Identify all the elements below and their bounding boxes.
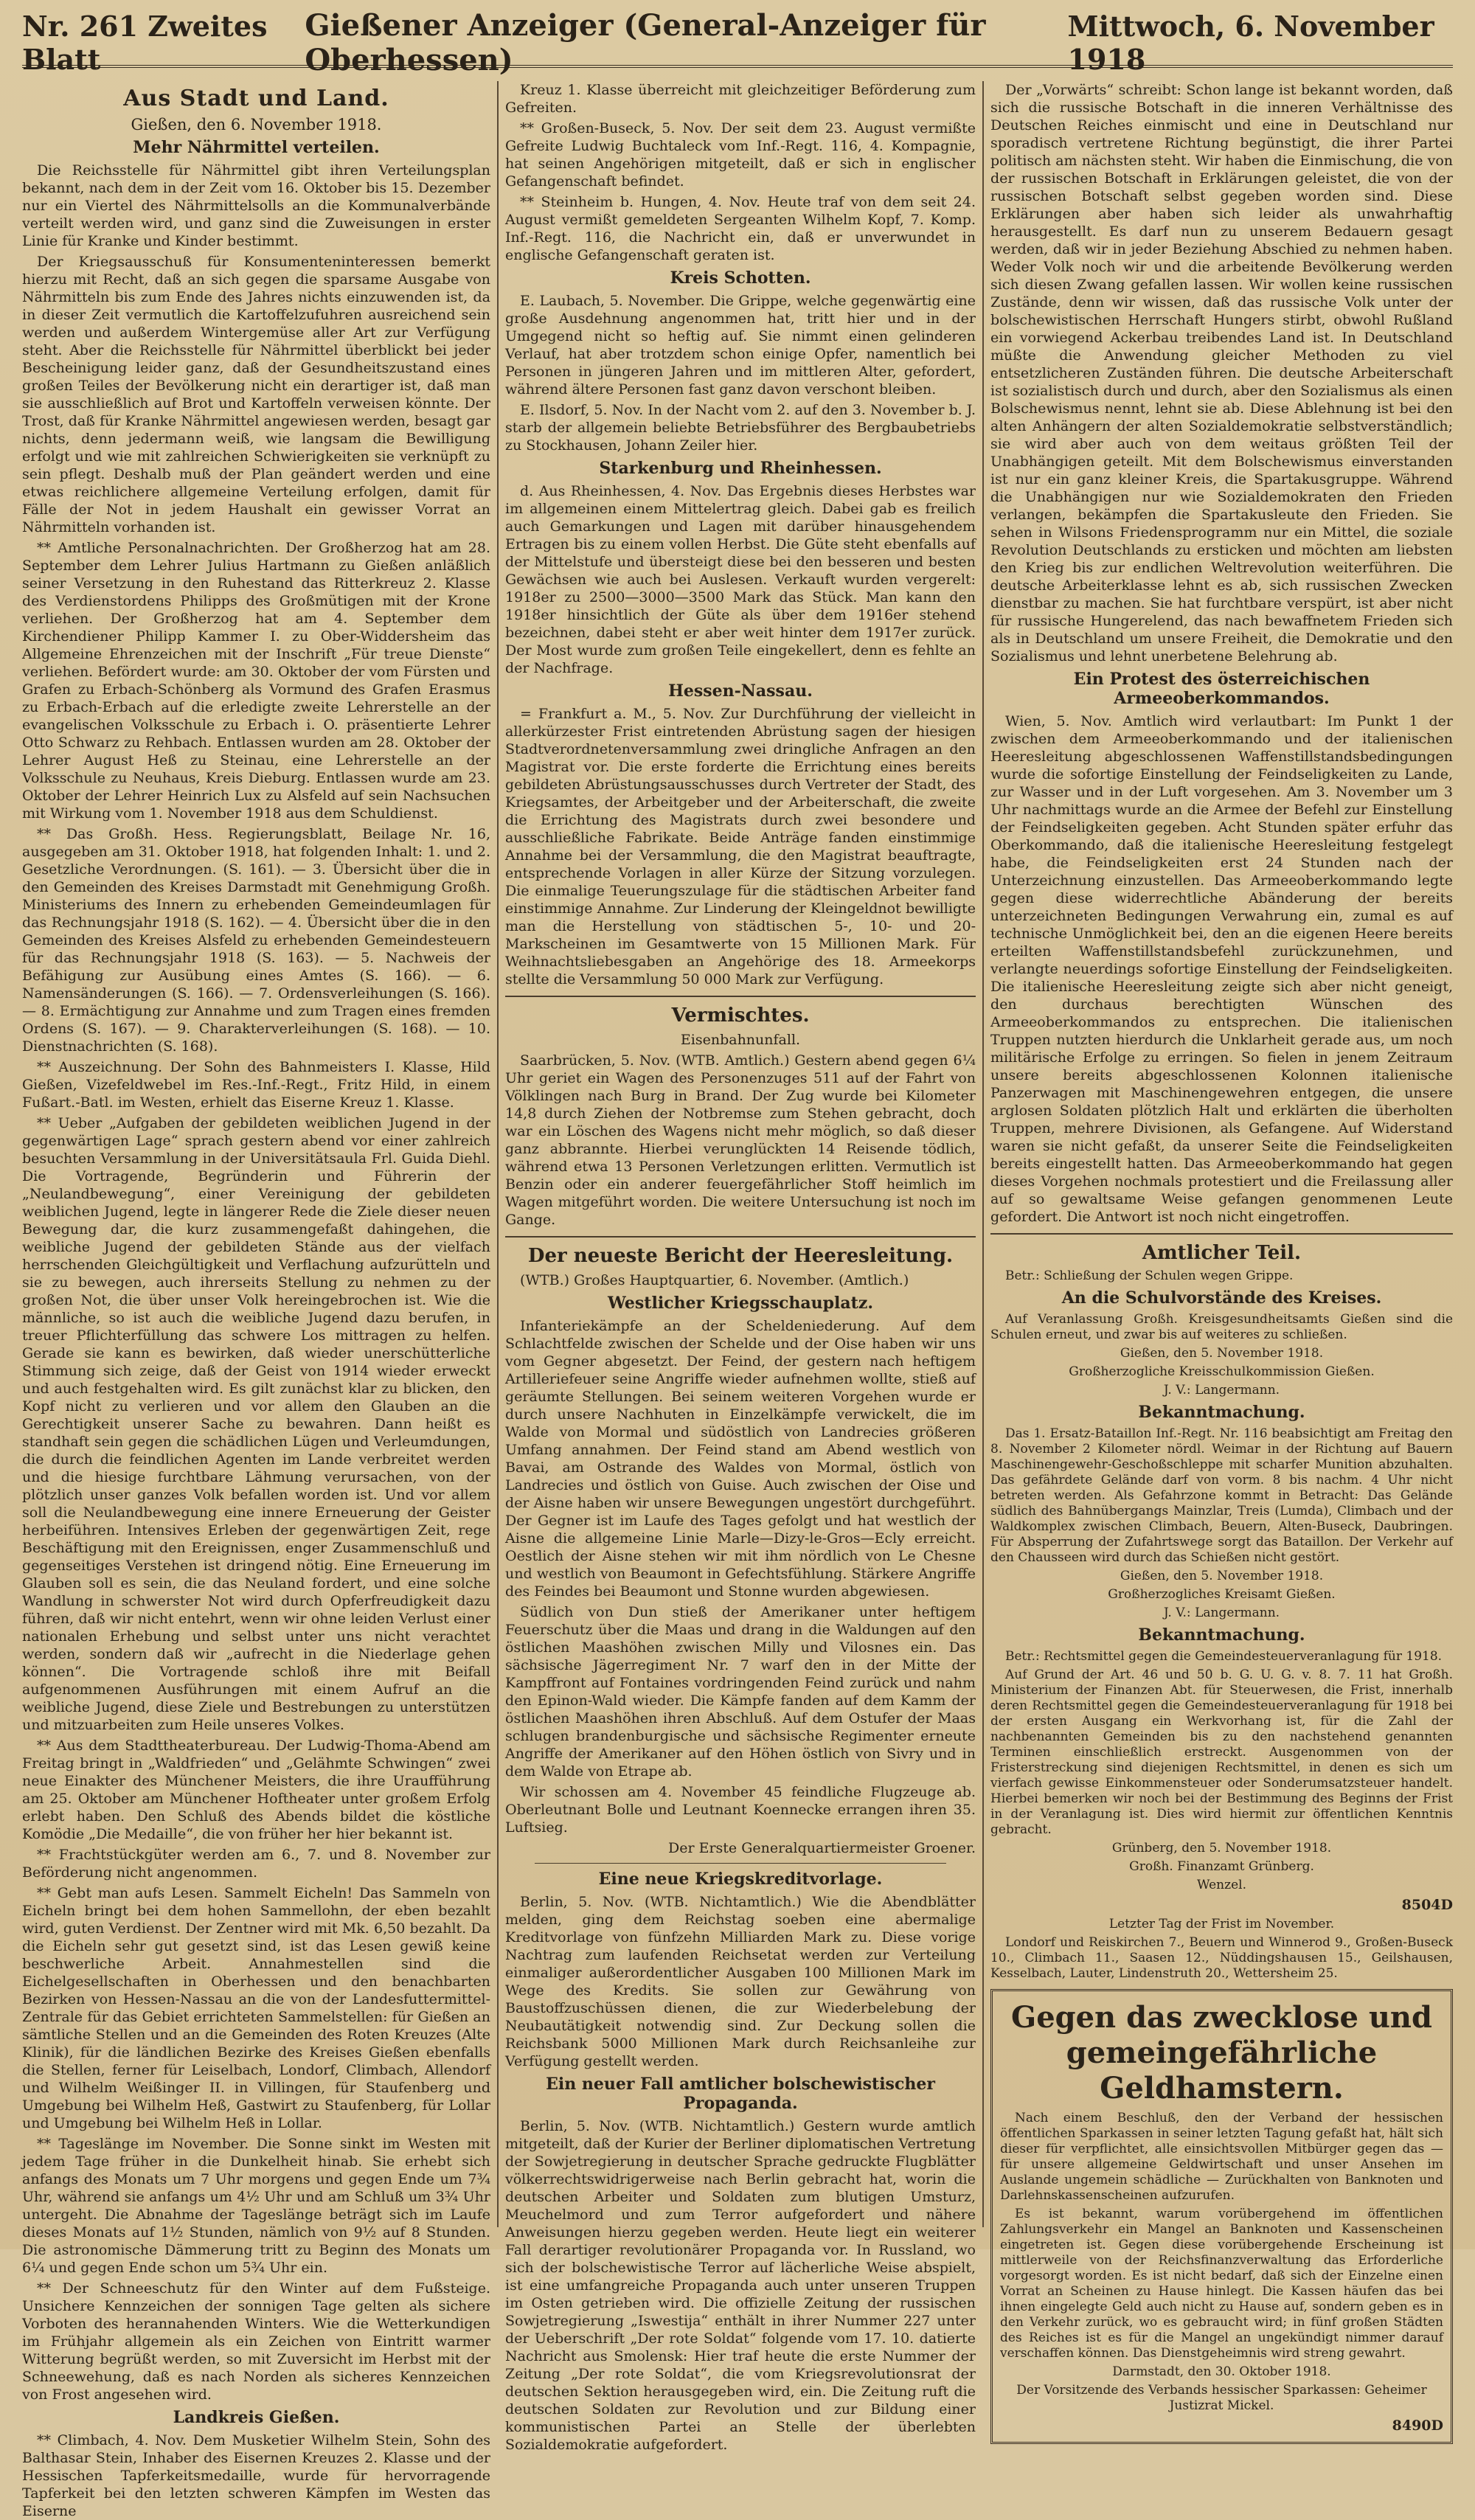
article-paragraph: ** Das Großh. Hess. Regierungsblatt, Beilage Nr. 16, ausgegeben am 31. Oktober 1918, hat folgenden Inhalt: 1. und 2. Gesetzliche Verordnungen. (S. 161). — 3. Übersicht über die in den Gemeinden des Kreises Darmstadt mit Genehmigung Großh. Ministeriums des Innern zu erhebenden Gemeindeumlagen für das Rechnungsjahr 1918 (S. 162). — 4. Übersicht über die in den Gemeinden des Kreises Alsfeld zu erhebenden Gemeindesteuern für das Rechnungsjahr 1918 (S. 163). — 5. Nachweis der Befähigung zur Ausübung eines Amtes (S. 166). — 6. Namensänderungen (S. 166). — 7. Ordensverleihungen (S. 166). — 8. Ermächtigung zur Annahme und zum Tragen eines fremden Ordens (S. 167). — 9. Charakterverleihungen (S. 168). — 10. Dienstnachrichten (S. 168).	[22, 826, 490, 1055]
ad-code: 8490D	[1392, 2417, 1443, 2434]
notice-date: Gießen, den 5. November 1918.	[1120, 1569, 1324, 1583]
article-paragraph: ** Aus dem Stadttheaterbureau. Der Ludwig-Thoma-Abend am Freitag bringt in „Waldfrieden“ und „Gelähmte Schwingen“ zwei neue Einakter des Münchener Meisters, die ihre Uraufführung am 25. Oktober am Münchener Hoftheater unter großem Erfolg erlebt haben. Den Schluß des Abends bildet die köstliche Komödie „Die Medaille“, die von früher her hier bekannt ist.	[22, 1738, 490, 1842]
notice-date: Grünberg, den 5. November 1918.	[1111, 1841, 1332, 1856]
article-subheading: Eisenbahnunfall.	[680, 1032, 801, 1048]
column-1	[22, 81, 490, 2519]
divider	[505, 996, 976, 997]
article-heading: An die Schulvorstände des Kreises.	[1061, 1288, 1382, 1308]
notice-paragraph: Auf Grund der Art. 46 und 50 b. G. U. G. v. 8. 7. 11 hat Großh. Ministerium der Finanzen Abt. für Steuerwesen, die Frist, innerhalb deren Rechtsmittel gegen die Gemeindesteuerveranlagung für 1918 bei der ersten Ausgang ein Werkvorhang ist, für die Zahl der nachbenannten Gemeinden bis zu den nachstehend genannten Terminen einschließlich erstreckt. Ausgenommen von der Fristerstreckung sind diejenigen Rechtsmittel, in denen es sich um vierfach gewisse Einkommensteuer oder Sonderumsatzsteuer handelt. Hierbei bemerken wir noch bei der Bestimmung des Beginns der Frist in der Veranlagung ist. Dies wird hiermit zur öffentlichen Kenntnis gebracht.	[990, 1667, 1453, 1837]
article-paragraph: Saarbrücken, 5. Nov. (WTB. Amtlich.) Gestern abend gegen 6¼ Uhr geriet ein Wagen des Personenzuges 511 auf der Fahrt von Völklingen nach Burg in Brand. Der Zug wurde bei Kilometer 14,8 durch Ziehen der Notbremse zum Stehen gebracht, doch war ein Löschen des Wagens nicht mehr möglich, so daß dieser ganz abbrannte. Hierbei verunglückten 14 Reisende tödlich, während etwa 13 Personen Verletzungen erlitten. Vermutlich ist Benzin oder ein anderer feuergefährlicher Stoff heimlich im Wagen mitgeführt worden. Die weitere Untersuchung ist noch im Gange.	[505, 1052, 976, 1228]
article-paragraph: ** Ueber „Aufgaben der gebildeten weiblichen Jugend in der gegenwärtigen Lage“ sprach gestern abend vor einer zahlreich besuchten Versammlung in der Universitätsaula Frl. Guida Diehl. Die Vortragende, Begründerin und Führerin der „Neulandbewegung“, einer Vereinigung der gebildeten weiblichen Jugend, legte in längerer Rede die Ziele dieser neuen Bewegung dar, die kurz zusammengefaßt dahingehen, die weibliche Jugend der gebildeten Stände aus der vielfach herrschenden Gleichgültigkeit und Verflachung aufzurütteln und sie zu bewegen, auch ihrerseits Stellung zu nehmen zu der großen Not, die über unser Volk hereingebrochen ist. Wie die männliche, so ist auch die weibliche Jugend dazu berufen, in treuer Pflichterfüllung das schwere Los mittragen zu helfen. Gerade sie kann es bewirken, daß wieder unerschütterliche Stimmung sich zeige, daß der Geist von 1914 wieder erweckt und auch festgehalten wird. Es gilt zunächst klar zu blicken, den Kopf nicht zu verlieren und vor allem den Glauben an die Gerechtigkeit unserer Sache zu bewahren. Dann heißt es standhaft sein gegen die schädlichen Lügen und Verleumdungen, die durch die feindlichen Agenten im Lande verbreitet werden und die hiesige furchtbare Lähmung verursachen, von der plötzlich unser ganzes Volk befallen worden ist. Und vor allem soll die Neulandbewegung eine innere Erneuerung der Geister herbeiführen. Intensives Erleben der gegenwärtigen Zeit, rege Beschäftigung mit den Ereignissen, enger Zusammenschluß und gegenseitiges Verstehen ist dringend nötig. Eine Erneuerung im Glauben soll es sein, die das Neuland fordert, und eine solche Wandlung in schwerster Not wird durch Opferfreudigkeit dazu führen, daß wir nicht entehrt, wenn wir ohne leiden Verlust einer nationalen Erhebung und selbst unter uns nicht verachtet werden, sondern daß wir „aufrecht in die Niederlage gehen können“. Die Vortragende schloß ihre mit Beifall aufgenommenen Ausführungen mit einem Aufruf an die weibliche Jugend, diese Ziele und Bestrebungen zu unterstützen und mitzuarbeiten zum Heile unseres Volkes.	[22, 1115, 490, 1733]
notice-authority: Großherzogliches Kreisamt Gießen.	[1108, 1587, 1336, 1602]
announcement-signature: Der Vorsitzende des Verbands hessischer Sparkassen: Geheimer Justizrat Mickel.	[1016, 2383, 1427, 2413]
article-paragraph: Wien, 5. Nov. Amtlich wird verlautbart: Im Punkt 1 der zwischen dem Armeeoberkommando und der italienischen Heeresleitung abgeschlossenen Waffenstillstandsbedingungen wurde die sofortige Einstellung der Feindseligkeiten zu Lande, zur Wasser und in der Luft vorgesehen. Am 3. November um 3 Uhr nachmittags wurde an die Armee der Befehl zur Einstellung der Feindseligkeiten gegeben. Acht Stunden später erfuhr das Oberkommando, daß die italienische Heeresleitung festgelegt habe, die Feindseligkeiten erst 24 Stunden nach der Unterzeichnung einzustellen. Das Armeeoberkommando legte gegen diese widerrechtliche Abänderung der bereits unterzeichneten Bedingungen Verwahrung ein, zumal es auf technische Unmöglichkeit bei, den an die eigenen Heere bereits erteilten Waffenstillstandsbefehl zurückzunehmen, und verlangte neuerdings sofortige Einstellung der Feindseligkeiten. Die italienische Heeresleitung zeigte sich aber nicht geneigt, den durchaus berechtigten Wünschen des Armeeoberkommandos zu entsprechen. Die italienischen Truppen nutzten hierdurch die Unklarheit gerade aus, um noch militärische Erfolge zu erringen. So fielen in jenem Zeitraum unsere bereits abgeschlossenen Kolonnen italienische Panzerwagen mit Maschinengewehren entgegen, die unsere arglosen Soldaten plötzlich Halt und erklärten die überholten Truppen, mehrere Divisionen, als Gefangene. Auf Widerstand waren sie nicht gefaßt, da unserer Seite die Feindseligkeiten bereits eingestellt hatten. Das Armeeoberkommando hat gegen dieses Vorgehen nochmals protestiert und die Freilassung aller auf so gewaltsame Weise gefangen genommenen Leute gefordert. Die Antwort ist noch nicht eingetroffen.	[990, 713, 1453, 1225]
article-paragraph: Infanteriekämpfe an der Scheldeniederung. Auf dem Schlachtfelde zwischen der Schelde und der Oise haben wir uns vom Gegner abgesetzt. Der Feind, der gestern nach heftigem Artilleriefeuer seine Angriffe wieder aufnehmen wollte, stieß auf geräumte Stellungen. Bei seinem weiteren Vorgehen wurde er durch unsere Nachhuten in Einzelkämpfe verwickelt, die im Walde von Mormal und südöstlich von Landrecies größeren Umfang annahmen. Der Feind stand am Abend westlich von Bavai, am Ostrande des Waldes von Mormal, östlich von Landrecies und östlich von Guise. Auch zwischen der Oise und der Aisne haben wir unsere Bewegungen ungestört durchgeführt. Der Gegner ist im Laufe des Tages gefolgt und hat westlich der Aisne die allgemeine Linie Marle—Dizy-le-Gros—Ecly erreicht. Oestlich der Aisne stehen wir mit ihm nördlich von Le Chesne und westlich von Beaumont in Gefechtsfühlung. Stärkere Angriffe des Feindes bei Beaumont und Stonne wurden abgewiesen.	[505, 1318, 976, 1600]
announcement-box	[990, 1989, 1453, 2444]
article-paragraph: Südlich von Dun stieß der Amerikaner unter heftigem Feuerschutz über die Maas und drang in die Waldungen auf den östlichen Maashöhen zwischen Milly und Vilosnes ein. Das sächsische Jägerregiment Nr. 7 warf den in der Mitte der Kampffront auf Fontaines vordringenden Feind zurück und nahm den Epinon-Wald wieder. Die Kämpfe fanden auf dem Kamm der östlichen Maashöhen ihren Abschluß. Auf dem Ostufer der Maas schlugen brandenburgische und sächsische Regimenter erneute Angriffe der Amerikaner auf den Höhen östlich von Sivry und in dem Walde von Etrape ab.	[505, 1604, 976, 1780]
column-rule	[497, 81, 499, 2227]
notice-paragraph: Auf Veranlassung Großh. Kreisgesundheitsamts Gießen sind die Schulen erneut, und zwar bis auf weiteres zu schließen.	[990, 1312, 1453, 1342]
article-paragraph: Berlin, 5. Nov. (WTB. Nichtamtlich.) Wie die Abendblätter melden, ging dem Reichstag soeben eine abermalige Kreditvorlage von fünfzehn Milliarden Mark zu. Diese vorige Nachtrag zum laufenden Reichsetat werden zur Verteilung einmaliger außerordentlicher Ausgaben 100 Millionen Mark im Wege des Kredits. Sie sollen zur Gewährung von Baustoffzuschüssen dienen, die zur Wiederbelebung der Neubautätigkeit notwendig sind. Zur Deckung sollen die Reichsbank 5000 Millionen Mark durch Reichsanleihe zur Verfügung gestellt werden.	[505, 1894, 976, 2069]
issue-date: Mittwoch, 6. November 1918	[1067, 10, 1434, 76]
article-paragraph: ** Amtliche Personalnachrichten. Der Großherzog hat am 28. September dem Lehrer Julius Hartmann zu Gießen anläßlich seiner Versetzung in den Ruhestand das Ritterkreuz 2. Klasse des Verdienstordens Philipps des Großmütigen mit der Krone verliehen. Der Großherzog hat am 4. September dem Kirchendiener Philipp Kammer I. zu Ober-Widdersheim das Allgemeine Ehrenzeichen mit der Inschrift „Für treue Dienste“ verliehen. Befördert wurde: am 30. Oktober der vom Fürsten und Grafen zu Erbach-Schönberg als Vormund des Grafen Erasmus zu Erbach-Erbach auf die erledigte zweite Lehrerstelle an der evangelischen Volksschule zu Erbach i. O. präsentierte Lehrer Otto Schwarz zu Rehbach. Entlassen wurden am 28. Oktober der Lehrer August Heß zu Steinau, eine Lehrerstelle an der Volksschule zu Neuhaus, Kreis Dieburg. Entlassen wurde am 23. Oktober der Lehrer Heinrich Lux zu Alsfeld auf sein Nachsuchen mit Wirkung vom 1. November 1918 aus dem Schuldienst.	[22, 540, 490, 822]
notice-signature: J. V.: Langermann.	[1163, 1383, 1280, 1398]
article-paragraph: (WTB.) Großes Hauptquartier, 6. November. (Amtlich.)	[520, 1272, 909, 1288]
article-paragraph: Die Reichsstelle für Nährmittel gibt ihren Verteilungsplan bekannt, nach dem in der Zeit vom 16. Oktober bis 15. Dezember nur ein Viertel des Nährmittelsolls an die Kommunalverbände verteilt werden wird, und ganz sind die Zuweisungen in erster Linie für Kranke und Kinder bestimmt.	[22, 162, 490, 249]
notice-paragraph: Letzter Tag der Frist im November.	[1108, 1917, 1335, 1931]
dateline: Gießen, den 6. November 1918.	[131, 116, 382, 133]
article-paragraph: Der „Vorwärts“ schreibt: Schon lange ist bekannt worden, daß sich die russische Botschaft in die inneren Verhältnisse des Deutschen Reiches einmischt und eine in Deutschland nur sporadisch vertretene Richtung begünstigt, die ihrer Partei politisch am nächsten steht. Wir haben die Einmischung, die von der russischen Botschaft in Erklärungen geleistet, die von der russischen Botschaft selbst gegeben worden sind. Diese Erklärungen aber haben sich leider als unwahrhaftig herausgestellt. Es darf nun zu unserem Bedauern gesagt werden, daß wir in jeder Beziehung Abschied zu nehmen haben. Weder Volk noch wir und die arbeitende Bevölkerung werden sich diesen Zwang gefallen lassen. Wir wollen keine russischen Zustände, denn wir wissen, daß das russische Volk unter der bolschewistischen Herrschaft Hungers stirbt, obwohl Rußland ein vorwiegend Ackerbau treibendes Land ist. In Deutschland müßte die Anwendung gleicher Methoden zu viel entsetzlicheren Zuständen führen. Die deutsche Arbeiterschaft ist sozialistisch durch und durch, aber den Sozialismus als einen Bolschewismus nennt, lehnt sie ab. Diese Ablehnung ist bei den alten Anhängern der alten Sozialdemokratie selbstverständlich; sie wird aber auch von dem weitaus größten Teil der Unabhängigen geteilt. Mit dem Bolschewismus einverstanden ist nur ein ganz kleiner Kreis, die Spartakusgruppe. Während die Unabhängigen nur wie Sozialdemokraten den Frieden verlangen, bekämpfen die Spartakusleute den Frieden. Sie sehen in Wilsons Friedensprogramm nur ein Mittel, die soziale Revolution Deutschlands zu ersticken und möchten am liebsten den Krieg bis zur endlichen Weltrevolution weiterführen. Die deutsche Arbeiterklasse lehnt es ab, sich russischen Zwecken dienstbar zu machen. Sie hat furchtbare verspürt, ist aber nicht für russische Hungerelend, das nach bewaffnetem Frieden sich als in Deutschland um unsere Freiheit, die Demokratie und den Sozialismus und lehnt unerbetene Belehrung ab.	[990, 82, 1453, 664]
newspaper-title: Gießener Anzeiger (General-Anzeiger für Oberhessen)	[305, 8, 986, 77]
announcement-paragraph: Es ist bekannt, warum vorübergehend im öffentlichen Zahlungsverkehr ein Mangel an Banknoten und Kassenscheinen eingetreten ist. Gegen diese vorübergehende Erscheinung ist mittlerweile von der Reichsfinanzverwaltung das Erforderliche vorgesorgt worden. Es ist nicht bedarf, daß sich der Einzelne einen Vorrat an Scheinen zu Hause hinlegt. Die Kassen häufen das bei ihnen eingelegte Geld auch nicht zu Hause auf, sondern geben es in den Verkehr zurück, wo es gebraucht wird; in fünf großen Städten des Reiches ist es für die Mangel an ungekündigt nimmer darauf verschaffen können. Das Dienstgeheimnis wird streng gewahrt.	[1000, 2207, 1443, 2361]
article-paragraph: ** Steinheim b. Hungen, 4. Nov. Heute traf von dem seit 24. August vermißt gemeldeten Sergeanten Wilhelm Kopf, 7. Komp. Inf.-Regt. 116, die Nachricht ein, daß er unverwundet in englische Gefangenschaft geraten ist.	[505, 194, 976, 263]
article-heading: Hessen-Nassau.	[668, 681, 813, 701]
notice-subject: Betr.: Schließung der Schulen wegen Grippe.	[1005, 1268, 1294, 1283]
article-heading: Bekanntmachung.	[1138, 1403, 1305, 1422]
article-paragraph: ** Gebt man aufs Lesen. Sammelt Eicheln! Das Sammeln von Eicheln bringt bei dem hohen Sammellohn, der eben bezahlt wird, guten Verdienst. Der Zentner wird mit Mk. 6,50 bezahlt. Da die Eicheln sehr gut gesetzt sind, ist das Lesen gewiß keine beschwerliche Arbeit. Annahmestellen sind die Eichelgesellschaften in Oberhessen und den benachbarten Bezirken von Hessen-Nassau an die von der Landesfuttermittel-Zentrale für das Gebiet errichteten Sammelstellen: für Gießen an sämtliche Stellen und an die Gemeinden des Roten Kreuzes (Alte Klinik), für die ländlichen Bezirke des Kreises Gießen ebenfalls die Stellen, ferner für Leiselbach, Londorf, Climbach, Allendorf und Wilhelm Weißinger II. in Villingen, für Staufenberg und Umgebung bei Wilhelm Heß, Gastwirt zu Staufenberg, für Lollar und Umgebung bei Wilhelm Heß in Lollar.	[22, 1885, 490, 2131]
notice-signature: Wenzel.	[1197, 1878, 1246, 1892]
column-2	[505, 81, 976, 2453]
article-paragraph: E. Ilsdorf, 5. Nov. In der Nacht vom 2. auf den 3. November b. J. starb der allgemein beliebte Betriebsführer des Bergbaubetriebs zu Stockhausen, Johann Zeiler hier.	[505, 402, 976, 454]
article-paragraph: ** Der Schneeschutz für den Winter auf dem Fußsteige. Unsichere Kennzeichen der sonnigen Tage gelten als sichere Vorboten des herannahenden Winters. Wie die Wetterkundigen im Frühjahr allgemein als ein Zeichen von Eintritt warmer Witterung begrüßt werden, so mit Zuversicht im Herbst mit der Schneewehung, daß es nach Norden als sicheres Kennzeichen von Frost angesehen wird.	[22, 2280, 490, 2403]
section-heading: Aus Stadt und Land.	[123, 86, 389, 111]
article-heading: Landkreis Gießen.	[173, 2408, 340, 2427]
column-3	[990, 81, 1453, 2434]
section-heading: Der neueste Bericht der Heeresleitung.	[527, 1245, 954, 1267]
article-paragraph: Kreuz 1. Klasse überreicht mit gleichzeitiger Beförderung zum Gefreiten.	[505, 82, 976, 116]
article-heading: Starkenburg und Rheinhessen.	[599, 459, 882, 478]
article-heading: Eine neue Kriegskreditvorlage.	[598, 1870, 883, 1889]
notice-subject: Betr.: Rechtsmittel gegen die Gemeindesteuerveranlagung für 1918.	[1005, 1649, 1443, 1664]
divider	[505, 1236, 976, 1238]
notice-date: Gießen, den 5. November 1918.	[1120, 1346, 1324, 1361]
signature: Der Erste Generalquartiermeister Groener.	[667, 1840, 976, 1856]
article-paragraph: ** Tageslänge im November. Die Sonne sinkt im Westen mit jedem Tage früher in die Dunkelheit hinab. Sie erhebt sich anfangs des Monats um 7 Uhr morgens und gegen Ende um 7¾ Uhr, während sie anfangs um 4½ Uhr und am Schluß um 3¾ Uhr untergeht. Die Abnahme der Tageslänge beträgt sich im Laufe dieses Monats auf 1½ Stunden, nämlich von 9½ auf 8 Stunden. Die astronomische Dämmerung tritt zu Beginn des Monats um 6¼ und gegen Ende schon um 5¾ Uhr ein.	[22, 2136, 490, 2276]
article-heading: Ein neuer Fall amtlicher bolschewistischer Propaganda.	[546, 2075, 935, 2113]
article-paragraph: ** Climbach, 4. Nov. Dem Musketier Wilhelm Stein, Sohn des Balthasar Stein, Inhaber des Eisernen Kreuzes 2. Klasse und der Hessischen Tapferkeitsmedaille, wurde für hervorragende Tapferkeit bei den letzten schweren Kämpfen im Westen das Eiserne	[22, 2432, 490, 2519]
notice-authority: Großh. Finanzamt Grünberg.	[1129, 1859, 1314, 1874]
divider	[990, 1233, 1453, 1235]
article-paragraph: E. Laubach, 5. November. Die Grippe, welche gegenwärtig eine große Ausdehnung angenommen hat, tritt hier und in der Umgegend nicht so heftig auf. Sie nimmt einen gelinderen Verlauf, hat aber trotzdem schon einige Opfer, namentlich bei Personen in jüngeren Jahren und im mittleren Alter, gefordert, während ältere Personen fast ganz davon verschont bleiben.	[505, 293, 976, 398]
article-heading: Ein Protest des österreichischen Armeeoberkommandos.	[1073, 670, 1370, 708]
article-paragraph: Der Kriegsausschuß für Konsumenteninteressen bemerkt hierzu mit Recht, daß an sich gegen die sparsame Ausgabe von Nährmitteln bis zum Ende des Jahres nichts einzuwenden ist, da in dieser Zeit vermutlich die Kartoffelzufuhren ausreichend sein werden und außerdem Wintergemüse aller Art zur Verfügung steht. Aber die Reichsstelle für Nährmittel überblickt bei jeder Bescheinigung leider ganz, daß der Gesundheitszustand eines großen Teiles der Bevölkerung nicht ein derartiger ist, daß man sie ausschließlich auf Brot und Kartoffeln verweisen könnte. Der Trost, daß für Kranke Nährmittel angewiesen werden, besagt gar nichts, denn jedermann weiß, wie langsam die Bewilligung erfolgt und wie mit zahlreichen Schwierigkeiten sie verknüpft zu sein pflegt. Deshalb muß der Plan geändert werden und eine etwas reichlichere allgemeine Verteilung erfolgen, damit für Fälle der Not in jedem Haushalt ein gewisser Vorrat an Nährmitteln vorhanden ist.	[22, 254, 490, 535]
article-paragraph: = Frankfurt a. M., 5. Nov. Zur Durchführung der vielleicht in allerkürzester Frist eintretenden Abrüstung sagen der hiesigen Stadtverordnetenversammlung zwei dringliche Anfragen an den Magistrat vor. Die erste forderte die Errichtung eines bereits gebildeten Abrüstungsausschusses durch Vertreter der Stadt, des Kriegsamtes, der Arbeitgeber und der Arbeiterschaft, die zweite die Errichtung des Magistrats durch zwei besondere und ausschließliche Fabrikate. Beide Anträge fanden einstimmige Annahme bei der Versammlung, die den Magistrat beauftragte, entsprechende Vorlagen in aller Kürze der Sitzung vorzulegen. Die einmalige Teuerungszulage für die städtischen Arbeiter fand einstimmige Annahme. Zur Linderung der Kleingeldnot bewilligte man die Herstellung von städtischen 5-, 10- und 20-Markscheinen im Gesamtwerte von 15 Millionen Mark. Für Weihnachtsliebesgaben an Angehörige des 18. Armeekorps stellte die Versammlung 50 000 Mark zur Verfügung.	[505, 706, 976, 987]
section-heading: Vermischtes.	[671, 1004, 810, 1027]
section-heading: Amtlicher Teil.	[1142, 1242, 1302, 1264]
ad-code: 8504D	[1401, 1897, 1453, 1913]
notice-paragraph: Londorf und Reiskirchen 7., Beuern und Winnerod 9., Großen-Buseck 10., Climbach 11., Saasen 12., Nüddingshausen 15., Geilshausen, Kesselbach, Lauter, Lindenstruth 20., Wettersheim 25.	[990, 1935, 1453, 1981]
issue-label: Nr. 261 Zweites Blatt	[22, 10, 268, 76]
announcement-paragraph: Nach einem Beschluß, den der Verband der hessischen öffentlichen Sparkassen in seiner letzten Tagung gefaßt hat, hält sich dieser für verpflichtet, alle einsichtsvollen Mitbürger gegen das — für unsere allgemeine Geldwirtschaft und unser Ansehen im Auslande ungemein schädliche — Zurückhalten von Banknoten und Darlehnskassenscheinen aufzurufen.	[1000, 2111, 1443, 2203]
article-heading: Westlicher Kriegsschauplatz.	[608, 1294, 873, 1313]
article-heading: Bekanntmachung.	[1138, 1625, 1305, 1645]
article-paragraph: Wir schossen am 4. November 45 feindliche Flugzeuge ab. Oberleutnant Bolle und Leutnant Koennecke errangen ihren 35. Luftsieg.	[505, 1784, 976, 1836]
notice-paragraph: Das 1. Ersatz-Bataillon Inf.-Regt. Nr. 116 beabsichtigt am Freitag den 8. November 2 Kilometer nördl. Weimar in der Richtung auf Bauern Maschinengewehr-Geschoßschleppe mit scharfer Munition abzuhalten. Das gefährdete Gelände darf von vorm. 8 bis nachm. 4 Uhr nicht betreten werden. Als Gefahrzone kommt in Betracht: Das Gelände südlich des Bahnübergangs Mainzlar, Treis (Lumda), Climbach und der Waldkomplex zwischen Climbach, Beuern, Alten-Buseck, Daubringen. Für Absperrung der Zufahrtswege sorgt das Bataillon. Der Verkehr auf den Chausseen wird durch das Schießen nicht gestört.	[990, 1426, 1453, 1565]
notice-authority: Großherzogliche Kreisschulkommission Gießen.	[1069, 1364, 1375, 1379]
notice-signature: J. V.: Langermann.	[1163, 1606, 1280, 1620]
announcement-date: Darmstadt, den 30. Oktober 1918.	[1112, 2364, 1331, 2379]
announcement-title: Gegen das zwecklose und gemeingefährliche Geldhamstern.	[1011, 2000, 1432, 2106]
article-heading: Mehr Nährmittel verteilen.	[133, 138, 380, 157]
column-rule	[982, 81, 984, 2227]
masthead	[22, 8, 1453, 77]
article-heading: Kreis Schotten.	[670, 268, 811, 288]
article-paragraph: d. Aus Rheinhessen, 4. Nov. Das Ergebnis dieses Herbstes war im allgemeinen einem Mittelertrag gleich. Dabei gab es freilich auch Gemarkungen und Lagen mit darüber hinausgehendem Ertragen bis zu einem vollen Herbst. Die Güte steht ebenfalls auf der Mittelstufe und übersteigt diese bei den besseren und besten Gewächsen wie auch bei Auslesen. Verkauft wurden vergerelt: 1918er zu 2500—3000—3500 Mark das Stück. Man kann den 1918er hinsichtlich der Güte als über dem 1916er stehend bezeichnen, dabei steht er aber weit hinter dem 1917er zurück. Der Most wurde zum großen Teile eingekellert, denn es fehlte an der Nachfrage.	[505, 483, 976, 676]
article-paragraph: ** Großen-Buseck, 5. Nov. Der seit dem 23. August vermißte Gefreite Ludwig Buchtaleck vom Inf.-Regt. 116, 4. Kompagnie, hat seinen Angehörigen mitgeteilt, daß er sich in englischer Gefangenschaft befindet.	[505, 120, 976, 190]
article-paragraph: ** Frachtstückgüter werden am 6., 7. und 8. November zur Beförderung nicht angenommen.	[22, 1847, 490, 1881]
article-paragraph: Berlin, 5. Nov. (WTB. Nichtamtlich.) Gestern wurde amtlich mitgeteilt, daß der Kurier der Berliner diplomatischen Vertretung der Sowjetregierung in deutscher Sprache gedruckte Flugblätter völkerrechtswidrigerweise nach Berlin gebracht hat, worin die deutschen Arbeiter und Soldaten zum blutigen Umsturz, Meuchelmord und zum Terror aufgefordert und nähere Anweisungen hierzu gegeben werden. Heute liegt ein weiterer Fall derartiger revolutionärer Propaganda vor. In Russland, wo sich der bolschewistische Terror auf lächerliche Weise abspielt, ist eine umfangreiche Propaganda auch unter unseren Truppen im Osten getrieben wird. Die offizielle Zeitung der russischen Sowjetregierung „Iswestija“ enthält in ihrer Nummer 227 unter der Ueberschrift „Der rote Soldat“ folgende vom 17. 10. datierte Nachricht aus Smolensk: Hier traf heute die erste Nummer der Zeitung „Der rote Soldat“, die vom Kriegsrevolutionsrat der deutschen Sektion herausgegeben wird, ein. Die Zeitung ruft die deutschen Soldaten zur Revolution und zur Bildung einer kommunistischen Partei an Stelle der überlebten Sozialdemokratie aufgefordert.	[505, 2118, 976, 2453]
article-paragraph: ** Auszeichnung. Der Sohn des Bahnmeisters I. Klasse, Hild Gießen, Vizefeldwebel im Res.-Inf.-Regt., Fritz Hild, in einem Fußart.-Batl. im Westen, erhielt das Eiserne Kreuz 1. Klasse.	[22, 1059, 490, 1111]
divider	[535, 1863, 946, 1864]
